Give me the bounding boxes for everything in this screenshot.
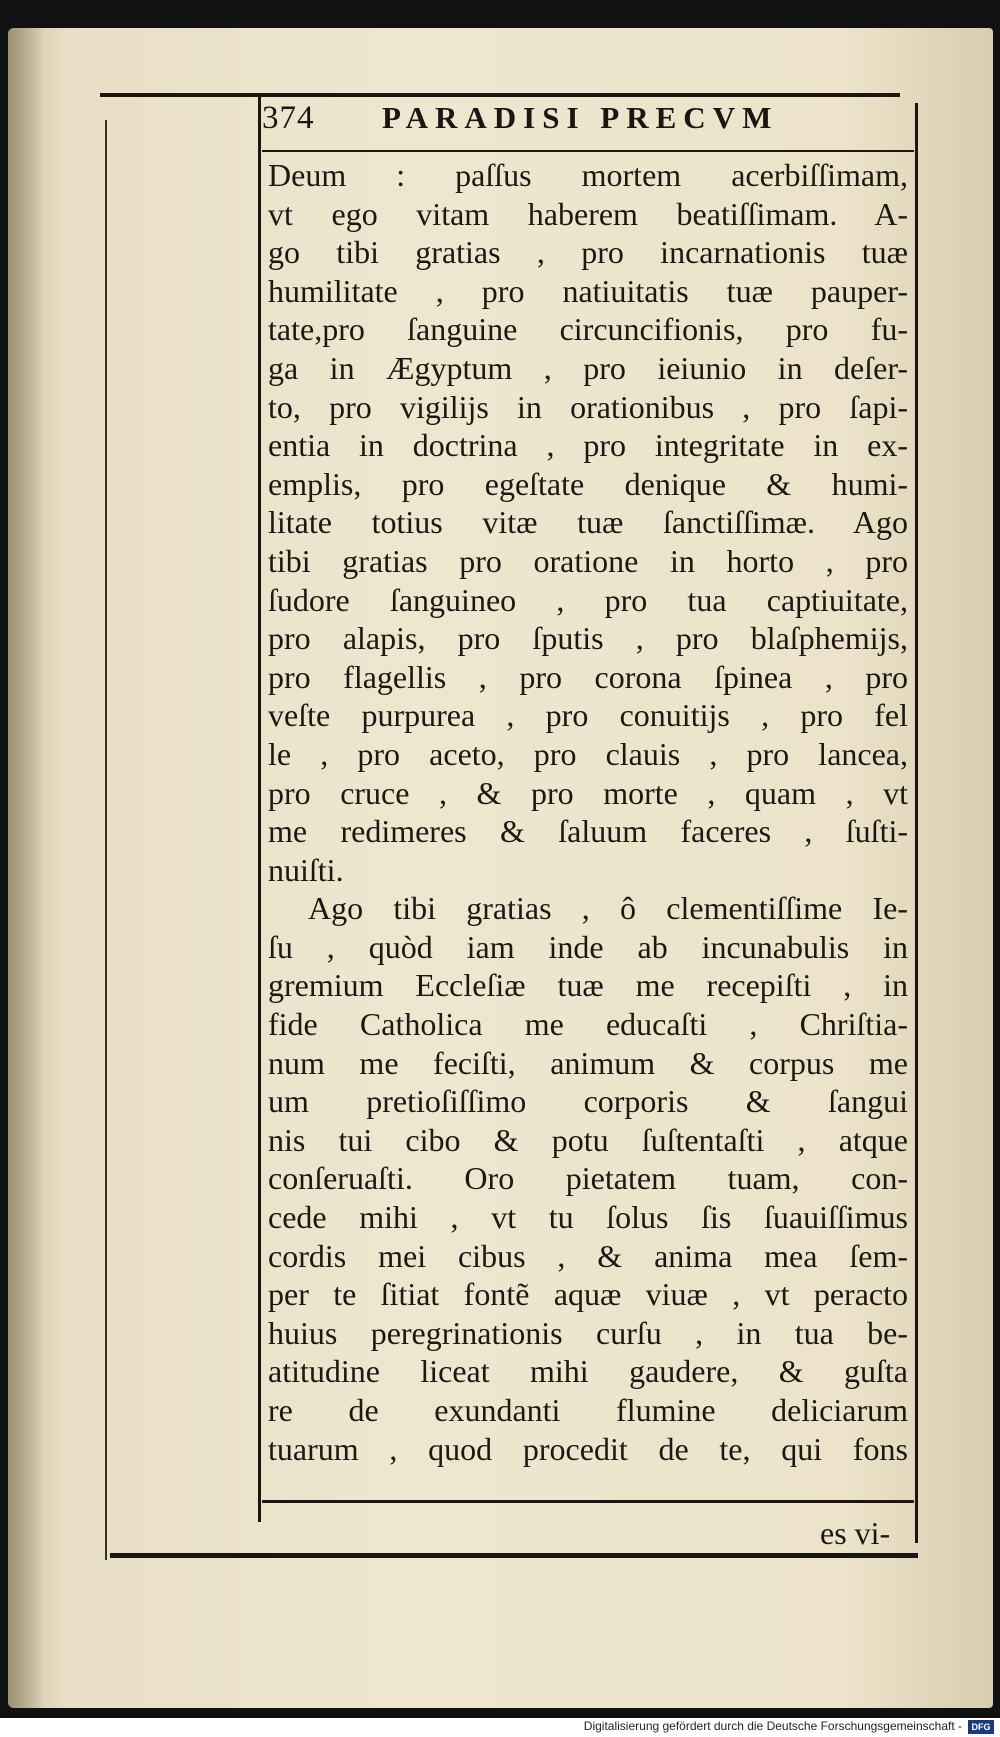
text-bottom-rule xyxy=(262,1500,914,1503)
text-line: litate totius vitæ tuæ ſanctiſſimæ. Ago xyxy=(268,504,908,541)
text-line: conſeruaſti. Oro pietatem tuam, con- xyxy=(268,1160,908,1197)
running-title: PARADISI PRECVM xyxy=(382,100,779,135)
bottom-frame-rule xyxy=(110,1553,918,1558)
text-line: pro cruce , & pro morte , quam , vt xyxy=(268,774,908,811)
page-number: 374 xyxy=(262,100,315,136)
text-line: um pretioſiſſimo corporis & ſangui xyxy=(268,1083,908,1120)
gutter-shadow xyxy=(8,28,44,1708)
text-line: le , pro aceto, pro clauis , pro lancea, xyxy=(268,735,908,772)
text-line: tibi gratias pro oratione in horto , pro xyxy=(268,542,908,579)
text-line: to, pro vigilijs in orationibus , pro ſapi- xyxy=(268,388,908,425)
text-line: Deum : paſſus mortem acerbiſſimam, xyxy=(268,157,908,193)
dfg-logo: DFG xyxy=(968,1720,994,1734)
text-line: huius peregrinationis curſu , in tua be- xyxy=(268,1314,908,1351)
side-margin-rule xyxy=(105,120,107,1560)
text-line: nis tui cibo & potu ſuſtentaſti , atque xyxy=(268,1121,908,1158)
header-underline xyxy=(262,150,914,152)
body-text xyxy=(268,156,908,1468)
catchword: es vi- xyxy=(820,1515,891,1551)
right-frame-rule xyxy=(915,103,918,1543)
text-line: pro alapis, pro ſputis , pro blaſphemijs, xyxy=(268,620,908,657)
text-line: go tibi gratias , pro incarnationis tuæ xyxy=(268,234,908,271)
text-line: ſu , quòd iam inde ab incunabulis in xyxy=(268,928,908,965)
text-line: emplis, pro egeſtate denique & humi- xyxy=(268,465,908,502)
text-line: me redimeres & ſaluum faceres , ſuſti- xyxy=(268,813,908,850)
text-line: num me feciſti, animum & corpus me xyxy=(268,1044,908,1081)
text-line: pro flagellis , pro corona ſpinea , pro xyxy=(268,658,908,695)
text-line: cordis mei cibus , & anima mea ſem- xyxy=(268,1237,908,1274)
text-line: veſte purpurea , pro conuitijs , pro fel xyxy=(268,697,908,734)
text-line: ga in Ægyptum , pro ieiunio in deſer- xyxy=(268,349,908,386)
text-line: tuarum , quod procedit de te, qui fons xyxy=(268,1430,908,1467)
text-line: entia in doctrina , pro integritate in ex- xyxy=(268,427,908,464)
text-line: Ago tibi gratias , ô clementiſſime Ie- xyxy=(308,890,908,927)
text-line: fide Catholica me educaſti , Chriſtia- xyxy=(268,1006,908,1043)
text-line: humilitate , pro natiuitatis tuæ pauper- xyxy=(268,272,908,309)
text-line: ſudore ſanguineo , pro tua captiuitate, xyxy=(268,581,908,618)
left-frame-rule xyxy=(258,97,261,1522)
text-line: tate,pro ſanguine circuncifionis, pro fu- xyxy=(268,311,908,348)
text-line: per te ſitiat fontẽ aquæ viuæ , vt peracto xyxy=(268,1276,908,1313)
text-line: vt ego vitam haberem beatiſſimam. A- xyxy=(268,195,908,232)
text-line: gremium Eccleſiæ tuæ me recepiſti , in xyxy=(268,967,908,1004)
text-line: nuiſti. xyxy=(268,851,344,888)
funding-credit: Digitalisierung gefördert durch die Deutsche Forschungsgemeinschaft - xyxy=(583,1719,962,1733)
text-line: atitudine liceat mihi gaudere, & guſta xyxy=(268,1353,908,1390)
top-frame-rule xyxy=(100,93,900,97)
text-line: re de exundanti flumine deliciarum xyxy=(268,1392,908,1428)
running-header xyxy=(262,100,912,144)
text-line: cede mihi , vt tu ſolus ſis ſuauiſſimus xyxy=(268,1199,908,1236)
